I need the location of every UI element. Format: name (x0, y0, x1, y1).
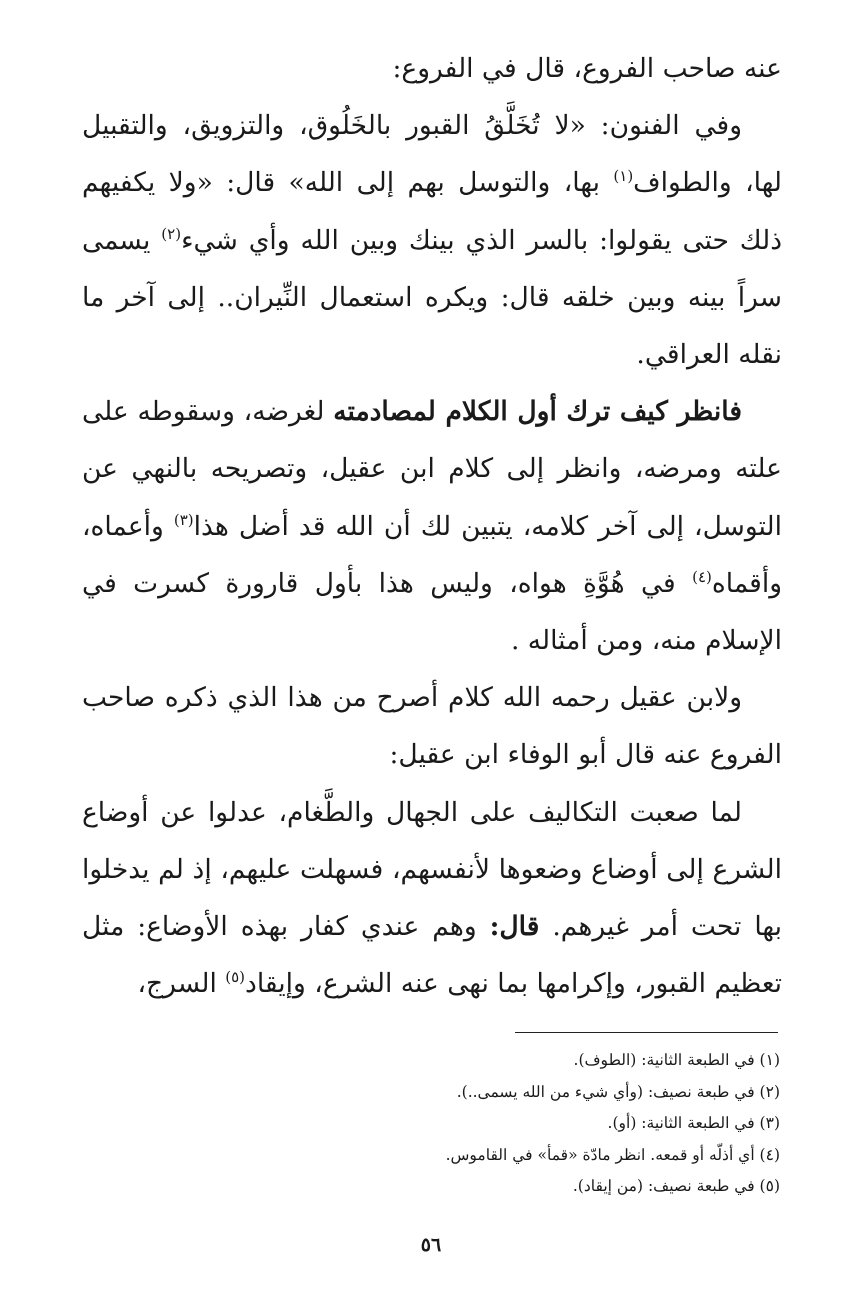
paragraph-4-text: ولابن عقيل رحمه الله كلام أصرح من هذا الذي ذكره صاحب الفروع عنه قال أبو الوفاء ابن عقيل: (82, 682, 782, 771)
footnote-ref-1[interactable]: (١) (613, 167, 634, 186)
paragraph-2-text-a: وفي الفنون: «لا تُخَلَّقُ القبور بالخَلُوق، والتزويق، والتقبيل لها، والطواف (82, 110, 782, 199)
paragraph-3-bold-lead: فانظر كيف ترك أول الكلام لمصادمته (333, 396, 742, 428)
footnote-4: (٤) أي أذلّه أو قمعه. انظر مادّة «قمأ» في القاموس. (445, 1145, 780, 1164)
paragraph-2-text-c: يسمى سراً بينه وبين خلقه قال: ويكره استعمال النِّيران.. إلى آخر ما نقله العراقي. (82, 224, 782, 371)
footnote-ref-2[interactable]: (٢) (161, 224, 182, 243)
footnote-2: (٢) في طبعة نصيف: (وأي شيء من الله يسمى..). (456, 1082, 780, 1101)
paragraph-4 (82, 669, 782, 783)
footnote-1: (١) في الطبعة الثانية: (الطوف). (573, 1051, 780, 1069)
paragraph-1-text: عنه صاحب الفروع، قال في الفروع: (392, 53, 782, 84)
footnotes (200, 1045, 780, 1203)
footnote-5: (٥) في طبعة نصيف: (من إيقاد). (572, 1177, 780, 1195)
paragraph-3-text-a: لغرضه، وسقوطه على علته ومرضه، وانظر إلى كلام ابن عقيل، وتصريحه بالنهي عن التوسل، إلى آخر كلامه، يتبين لك أن الله قد أضل هذا (82, 396, 782, 542)
paragraph-2-text-b: بها، والتوسل بهم إلى الله» قال: «ولا يكفيهم ذلك حتى يقولوا: بالسر الذي بينك وبين الله وأي شيء (82, 167, 782, 256)
paragraph-3-text-b: وأعماه، وأقماه (82, 510, 782, 599)
footnote-separator (515, 1032, 778, 1033)
footnote-3: (٣) في الطبعة الثانية: (أو). (607, 1114, 780, 1132)
footnote-ref-4[interactable]: (٤) (692, 567, 712, 586)
main-text (82, 40, 782, 1012)
paragraph-5 (82, 784, 782, 1013)
paragraph-3-text-c: في هُوَّةِ هواه، وليس هذا بأول قارورة كسرت في الإسلام منه، ومن أمثاله . (82, 567, 782, 657)
page-number: ٥٦ (420, 1234, 442, 1256)
paragraph-2 (82, 97, 782, 383)
paragraph-3 (82, 383, 782, 669)
paragraph-5-text-b: وهم عندي كفار بهذه الأوضاع: مثل تعظيم القبور، وإكرامها بما نهى عنه الشرع، وإيقاد (82, 911, 782, 1000)
paragraph-1 (82, 40, 782, 97)
paragraph-5-bold-qala: قال: (489, 911, 540, 943)
paragraph-5-text-a: لما صعبت التكاليف على الجهال والطَّغام، عدلوا عن أوضاع الشرع إلى أوضاع وضعوها لأنفسهم، فسهلت عليهم، إذ لم يدخلوا بها تحت أمر غيرهم. (82, 796, 782, 943)
footnote-ref-3[interactable]: (٣) (173, 510, 194, 529)
paragraph-5-text-c: السرج، (137, 968, 226, 1000)
footnote-ref-5[interactable]: (٥) (225, 968, 246, 987)
